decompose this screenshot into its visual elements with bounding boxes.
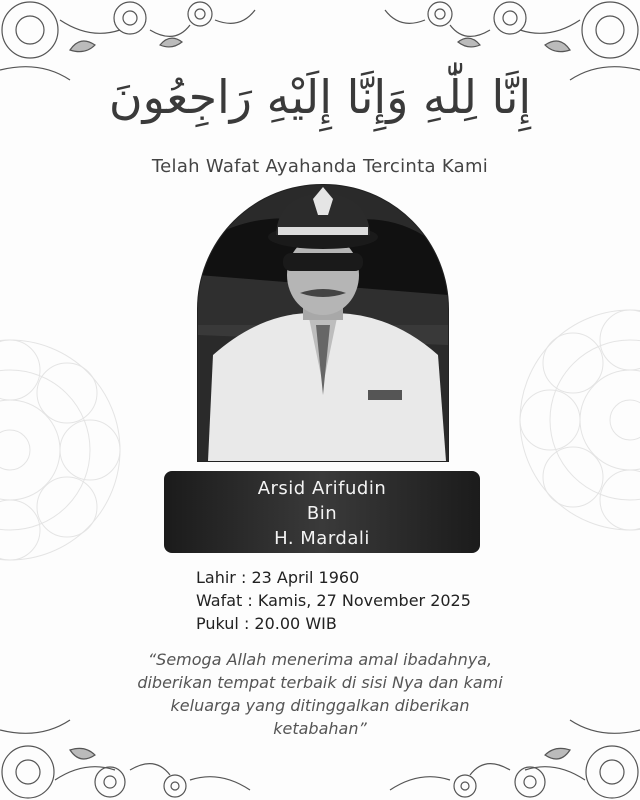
arabic-condolence-phrase: إِنَّا لِلّٰهِ وَإِنَّا إِلَيْهِ رَاجِعُونَ — [108, 70, 532, 124]
details-block — [196, 566, 471, 635]
deceased-name: Arsid Arifudin — [257, 478, 387, 499]
father-name: H. Mardali — [274, 528, 370, 549]
death-time: Pukul : 20.00 WIB — [196, 614, 337, 633]
quote-line: ketabahan” — [273, 719, 367, 738]
quote-line: “Semoga Allah menerima amal ibadahnya, — [147, 650, 493, 669]
quote-line: diberikan tempat terbaik di sisi Nya dan kami — [137, 673, 503, 692]
death-date: Wafat : Kamis, 27 November 2025 — [196, 591, 471, 610]
bin-label: Bin — [306, 503, 338, 524]
prayer-quote — [80, 648, 560, 740]
mandala-right-icon — [510, 300, 640, 540]
subtitle: Telah Wafat Ayahanda Tercinta Kami — [151, 156, 489, 177]
quote-line: keluarga yang ditinggalkan diberikan — [170, 696, 470, 715]
mandala-left-icon — [0, 330, 130, 570]
name-banner — [164, 471, 480, 553]
birth-date: Lahir : 23 April 1960 — [196, 568, 360, 587]
portrait-photo — [197, 184, 449, 462]
